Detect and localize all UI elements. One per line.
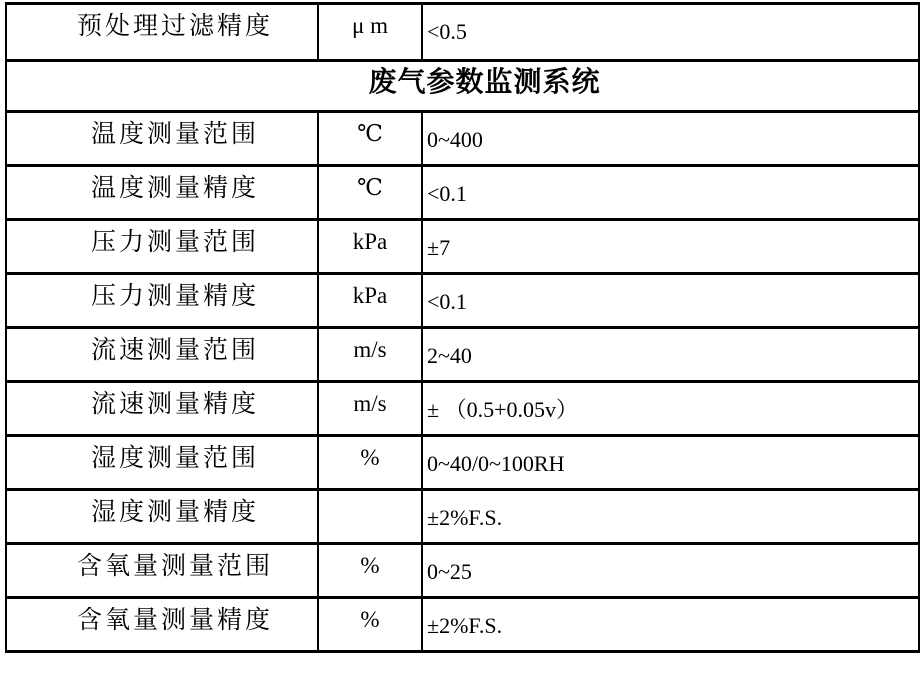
param-cell: 含氧量测量精度	[6, 598, 318, 652]
section-header-cell: 废气参数监测系统	[6, 61, 919, 112]
param-cell: 压力测量范围	[6, 220, 318, 274]
value-cell: ±2%F.S.	[422, 490, 919, 544]
table-row	[6, 274, 919, 328]
unit-cell: %	[318, 436, 422, 490]
param-cell: 流速测量范围	[6, 328, 318, 382]
unit-cell: m/s	[318, 328, 422, 382]
table-row	[6, 166, 919, 220]
param-cell: 温度测量范围	[6, 112, 318, 166]
param-cell: 湿度测量精度	[6, 490, 318, 544]
param-cell: 湿度测量范围	[6, 436, 318, 490]
param-cell: 流速测量精度	[6, 382, 318, 436]
unit-cell: %	[318, 598, 422, 652]
table-row	[6, 328, 919, 382]
table-row	[6, 436, 919, 490]
value-cell: <0.1	[422, 166, 919, 220]
unit-cell: ℃	[318, 166, 422, 220]
section-header-row	[6, 61, 919, 112]
param-cell: 含氧量测量范围	[6, 544, 318, 598]
value-cell: 0~400	[422, 112, 919, 166]
value-cell: 0~40/0~100RH	[422, 436, 919, 490]
table-row	[6, 544, 919, 598]
param-cell: 预处理过滤精度	[6, 4, 318, 61]
table-row	[6, 112, 919, 166]
unit-cell	[318, 490, 422, 544]
param-cell: 温度测量精度	[6, 166, 318, 220]
param-cell: 压力测量精度	[6, 274, 318, 328]
spec-table	[5, 2, 920, 653]
table-row	[6, 382, 919, 436]
value-cell: ± （0.5+0.05v）	[422, 382, 919, 436]
value-cell: ±2%F.S.	[422, 598, 919, 652]
value-cell: <0.5	[422, 4, 919, 61]
unit-cell: ℃	[318, 112, 422, 166]
table-row	[6, 4, 919, 61]
unit-cell: μ m	[318, 4, 422, 61]
unit-cell: kPa	[318, 274, 422, 328]
unit-cell: %	[318, 544, 422, 598]
value-cell: <0.1	[422, 274, 919, 328]
table-row	[6, 220, 919, 274]
unit-cell: kPa	[318, 220, 422, 274]
table-row	[6, 598, 919, 652]
unit-cell: m/s	[318, 382, 422, 436]
value-cell: 0~25	[422, 544, 919, 598]
table-row	[6, 490, 919, 544]
value-cell: 2~40	[422, 328, 919, 382]
value-cell: ±7	[422, 220, 919, 274]
